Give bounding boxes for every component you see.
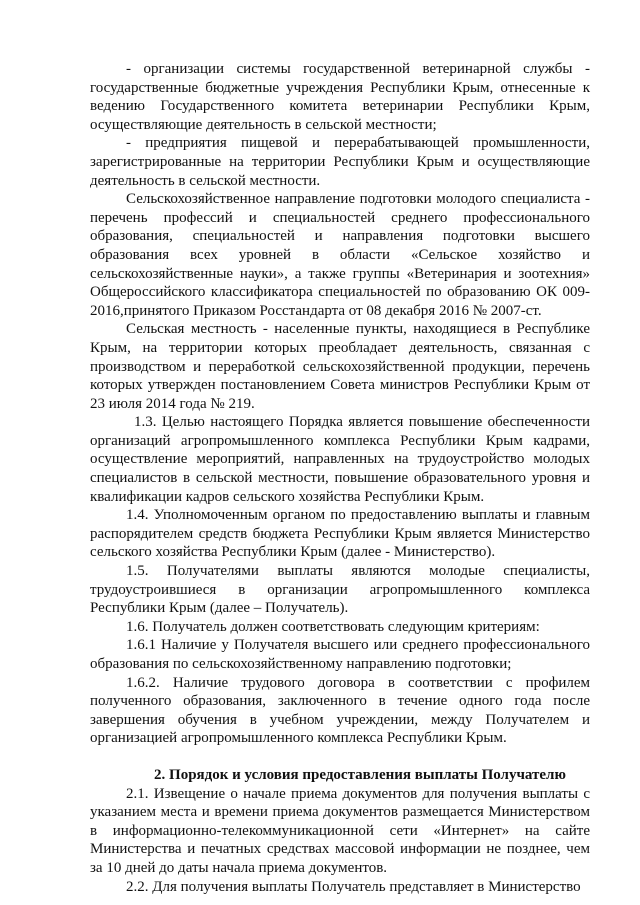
paragraph-2-1: 2.1. Извещение о начале приема документов для получения выплаты с указанием места и времени приема документов размещается Министерством в информационно-телекоммуникационной сети «Интернет» на сайте Министерства и печатных средствах массовой информации не позднее, чем за 10 дней до даты начала приема документов. bbox=[90, 785, 590, 876]
paragraph-food-industry: - предприятия пищевой и перерабатывающей промышленности, зарегистрированные на территории Республики Крым и осуществляющие деятельность в сельской местности. bbox=[90, 135, 590, 189]
paragraph-1-6-1: 1.6.1 Наличие у Получателя высшего или среднего профессионального образования по сельскохозяйственному направлению подготовки; bbox=[90, 637, 590, 672]
paragraph-1-5: 1.5. Получателями выплаты являются молодые специалисты, трудоустроившиеся в организации агропромышленного комплекса Республики Крым (далее – Получатель). bbox=[90, 563, 590, 617]
paragraph-1-6: 1.6. Получатель должен соответствовать следующим критериям: bbox=[126, 618, 540, 635]
paragraph-agri-direction-definition: Сельскохозяйственное направление подготовки молодого специалиста - перечень профессий и специальностей среднего профессионального образования, специальностей и направления подготовки высшего образования всех уровней в области «Сельское хозяйство и сельскохозяйственные науки», а также группы «Ветеринария и зоотехния» Общероссийского классификатора специальностей по образованию ОК 009-2016,принятого Приказом Росстандарта от 08 декабря 2016 № 2007-ст. bbox=[90, 191, 590, 319]
paragraph-1-3: 1.3. Целью настоящего Порядка является повышение обеспеченности организаций агропромышленного комплекса Республики Крым кадрами, осуществление мероприятий, направленных на трудоустройство молодых специалистов в сельской местности, повышение образовательного уровня и квалификации кадров сельского хозяйства Республики Крым. bbox=[90, 414, 590, 505]
section-2-heading: 2. Порядок и условия предоставления выплаты Получателю bbox=[154, 766, 566, 783]
paragraph-2-2: 2.2. Для получения выплаты Получатель представляет в Министерство bbox=[126, 878, 581, 895]
paragraph-rural-area-definition: Сельская местность - населенные пункты, находящиеся в Республике Крым, на территории которых преобладает деятельность, связанная с производством и переработкой сельскохозяйственной продукции, перечень которых утвержден постановлением Совета министров Республики Крым от 23 июля 2014 года № 219. bbox=[90, 321, 590, 412]
paragraph-1-6-2: 1.6.2. Наличие трудового договора в соответствии с профилем полученного образования, заключенного в течение одного года после завершения обучения в учебном учреждении, между Получателем и организацией агропромышленного комплекса Республики Крым. bbox=[90, 674, 590, 747]
paragraph-1-4: 1.4. Уполномоченным органом по предоставлению выплаты и главным распорядителем средств бюджета Республики Крым является Министерство сельского хозяйства Республики Крым (далее - Министерство). bbox=[90, 507, 590, 561]
document-page bbox=[90, 60, 590, 896]
paragraph-vet-service: - организации системы государственной ветеринарной службы - государственные бюджетные учреждения Республики Крым, отнесенные к ведению Государственного комитета ветеринарии Республики Крым, осуществляющие деятельность в сельской местности; bbox=[90, 61, 590, 133]
